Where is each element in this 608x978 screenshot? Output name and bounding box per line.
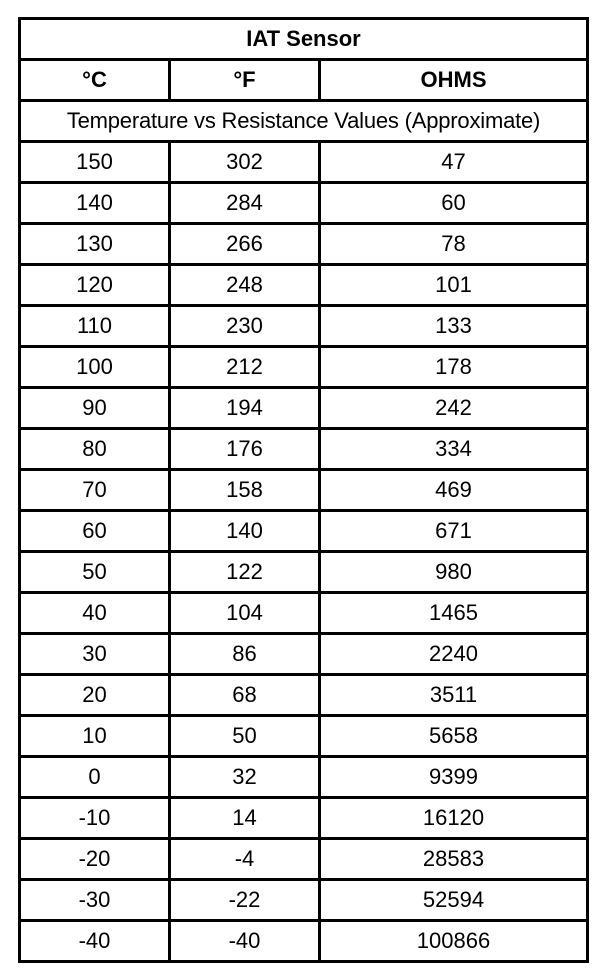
cell-celsius: 110 xyxy=(20,306,170,347)
table-title-row xyxy=(20,19,588,60)
cell-celsius: 90 xyxy=(20,388,170,429)
cell-fahrenheit: 122 xyxy=(170,552,320,593)
cell-ohms: 671 xyxy=(320,511,588,552)
cell-celsius: 80 xyxy=(20,429,170,470)
table-row xyxy=(20,593,588,634)
cell-ohms: 133 xyxy=(320,306,588,347)
cell-celsius: 30 xyxy=(20,634,170,675)
cell-ohms: 52594 xyxy=(320,880,588,921)
table-row xyxy=(20,142,588,183)
cell-celsius: 60 xyxy=(20,511,170,552)
cell-celsius: -10 xyxy=(20,798,170,839)
cell-fahrenheit: 212 xyxy=(170,347,320,388)
cell-celsius: 150 xyxy=(20,142,170,183)
cell-ohms: 78 xyxy=(320,224,588,265)
column-header-celsius: °C xyxy=(20,60,170,101)
cell-fahrenheit: 284 xyxy=(170,183,320,224)
table-row xyxy=(20,634,588,675)
cell-celsius: -30 xyxy=(20,880,170,921)
cell-celsius: 50 xyxy=(20,552,170,593)
cell-fahrenheit: 302 xyxy=(170,142,320,183)
table-row xyxy=(20,921,588,962)
cell-fahrenheit: 14 xyxy=(170,798,320,839)
cell-ohms: 1465 xyxy=(320,593,588,634)
cell-ohms: 101 xyxy=(320,265,588,306)
cell-fahrenheit: 266 xyxy=(170,224,320,265)
table-title: IAT Sensor xyxy=(20,19,588,60)
table-body xyxy=(20,142,588,962)
table-row xyxy=(20,470,588,511)
cell-ohms: 242 xyxy=(320,388,588,429)
cell-fahrenheit: -22 xyxy=(170,880,320,921)
column-header-row xyxy=(20,60,588,101)
iat-sensor-table xyxy=(18,17,589,963)
cell-fahrenheit: 248 xyxy=(170,265,320,306)
cell-celsius: 20 xyxy=(20,675,170,716)
cell-ohms: 334 xyxy=(320,429,588,470)
cell-fahrenheit: 32 xyxy=(170,757,320,798)
cell-celsius: 10 xyxy=(20,716,170,757)
cell-fahrenheit: 176 xyxy=(170,429,320,470)
cell-fahrenheit: -4 xyxy=(170,839,320,880)
table-row xyxy=(20,183,588,224)
cell-fahrenheit: 140 xyxy=(170,511,320,552)
cell-ohms: 3511 xyxy=(320,675,588,716)
table-row xyxy=(20,511,588,552)
table-row xyxy=(20,347,588,388)
cell-fahrenheit: 194 xyxy=(170,388,320,429)
cell-ohms: 2240 xyxy=(320,634,588,675)
table-row xyxy=(20,675,588,716)
cell-ohms: 47 xyxy=(320,142,588,183)
cell-celsius: 130 xyxy=(20,224,170,265)
cell-fahrenheit: 50 xyxy=(170,716,320,757)
table-subtitle-row xyxy=(20,101,588,142)
cell-celsius: 40 xyxy=(20,593,170,634)
table-row xyxy=(20,798,588,839)
table-row xyxy=(20,429,588,470)
cell-ohms: 5658 xyxy=(320,716,588,757)
cell-ohms: 28583 xyxy=(320,839,588,880)
table-row xyxy=(20,388,588,429)
cell-fahrenheit: 230 xyxy=(170,306,320,347)
cell-fahrenheit: 158 xyxy=(170,470,320,511)
cell-celsius: 70 xyxy=(20,470,170,511)
cell-fahrenheit: 104 xyxy=(170,593,320,634)
table-subtitle: Temperature vs Resistance Values (Approximate) xyxy=(20,101,588,142)
column-header-ohms: OHMS xyxy=(320,60,588,101)
cell-fahrenheit: -40 xyxy=(170,921,320,962)
cell-ohms: 9399 xyxy=(320,757,588,798)
cell-celsius: 0 xyxy=(20,757,170,798)
cell-ohms: 100866 xyxy=(320,921,588,962)
table-row xyxy=(20,716,588,757)
cell-ohms: 178 xyxy=(320,347,588,388)
table-row xyxy=(20,880,588,921)
cell-celsius: 140 xyxy=(20,183,170,224)
cell-ohms: 469 xyxy=(320,470,588,511)
cell-celsius: 100 xyxy=(20,347,170,388)
cell-celsius: 120 xyxy=(20,265,170,306)
table-row xyxy=(20,306,588,347)
table-row xyxy=(20,839,588,880)
cell-ohms: 60 xyxy=(320,183,588,224)
table-row xyxy=(20,224,588,265)
cell-celsius: -40 xyxy=(20,921,170,962)
cell-fahrenheit: 68 xyxy=(170,675,320,716)
cell-ohms: 16120 xyxy=(320,798,588,839)
table-row xyxy=(20,552,588,593)
column-header-fahrenheit: °F xyxy=(170,60,320,101)
table-row xyxy=(20,265,588,306)
table-row xyxy=(20,757,588,798)
cell-celsius: -20 xyxy=(20,839,170,880)
cell-ohms: 980 xyxy=(320,552,588,593)
cell-fahrenheit: 86 xyxy=(170,634,320,675)
